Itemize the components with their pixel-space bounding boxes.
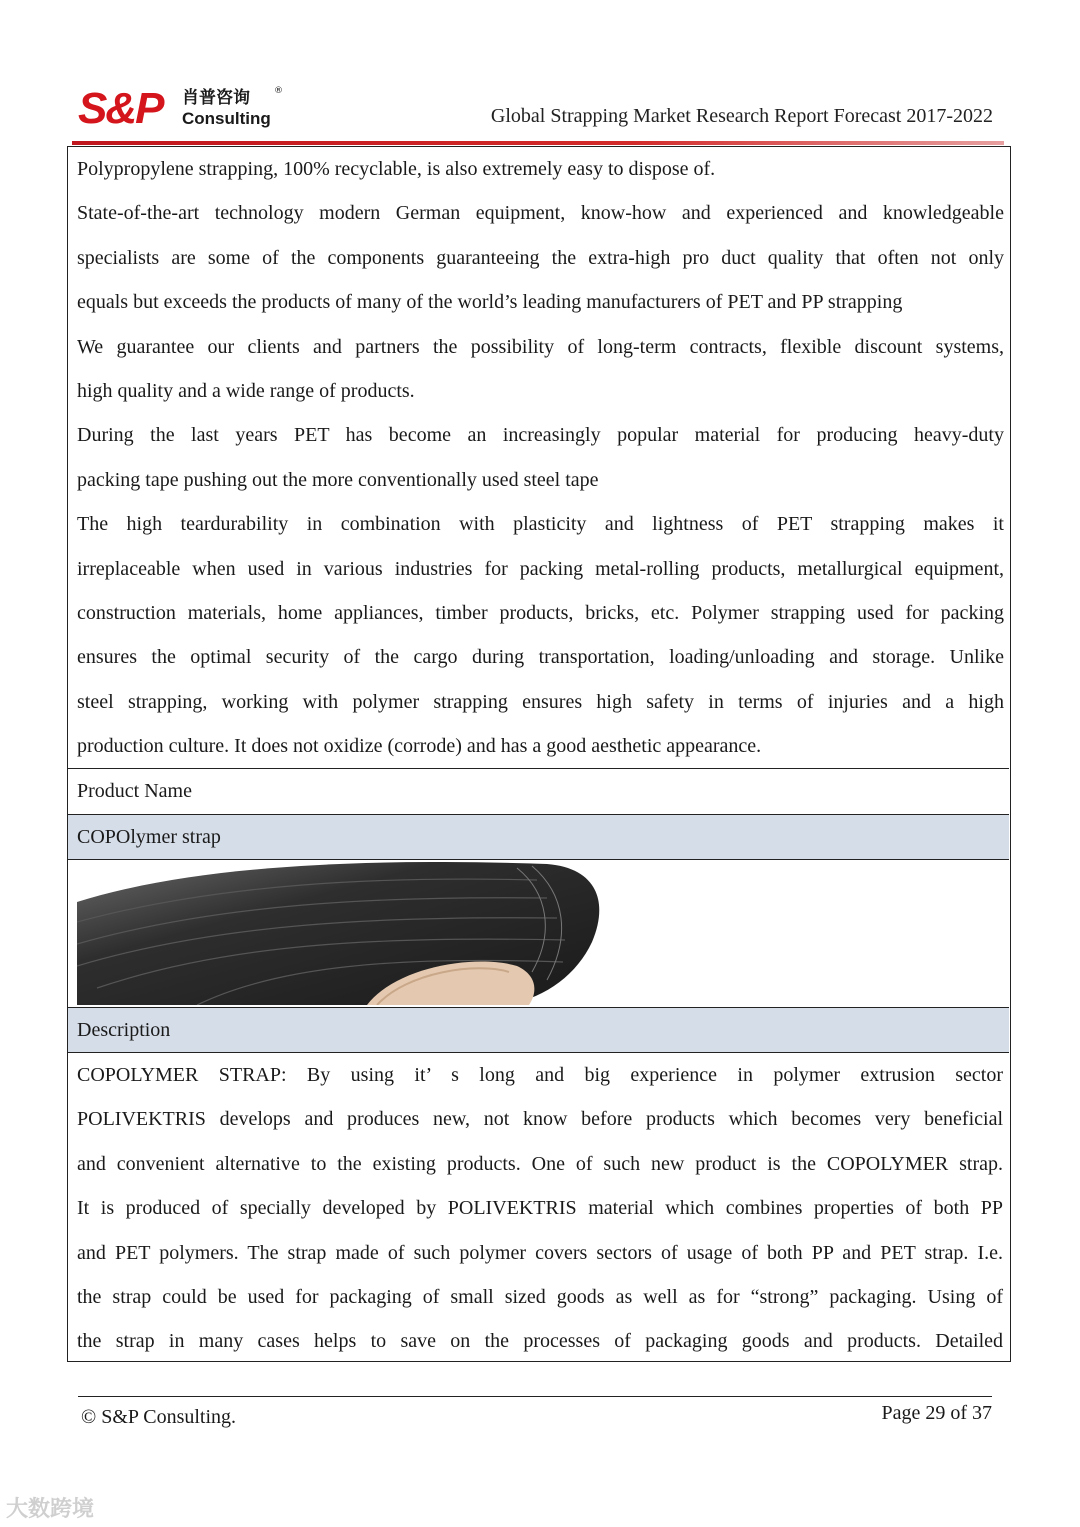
description-text-block: [77, 1053, 1003, 1364]
copyright: © S&P Consulting.: [81, 1406, 237, 1428]
description-label: Description: [77, 1019, 171, 1041]
intro-line: During the last years PET has become an increasingly popular material for producing heavy-duty: [77, 424, 1004, 447]
watermark: 大数跨境: [6, 1497, 95, 1522]
description-line: the strap could be used for packaging of small sized goods as well as for “strong” packaging. Using of: [77, 1286, 1003, 1309]
intro-line: irreplaceable when used in various industries for packing metal-rolling products, metallurgical equipment,: [77, 557, 1004, 580]
footer-divider: [78, 1396, 992, 1397]
logo-english-name: Consulting: [182, 109, 271, 128]
description-line: COPOLYMER STRAP: By using it’ s long and big experience in polymer extrusion sector: [77, 1064, 1003, 1086]
intro-line: ensures the optimal security of the cargo during transportation, loading/unloading and storage. Unlike: [77, 646, 1004, 669]
description-line: POLIVEKTRIS develops and produces new, not know before products which becomes very beneficial: [77, 1108, 1003, 1131]
intro-line: steel strapping, working with polymer strapping ensures high safety in terms of injuries and a high: [77, 690, 1004, 713]
description-line: the strap in many cases helps to save on the processes of packaging goods and products. Detailed: [77, 1330, 1003, 1353]
product-name-label: Product Name: [77, 780, 192, 802]
intro-line: construction materials, home appliances, timber products, bricks, etc. Polymer strapping used for packing: [77, 602, 1004, 625]
logo-mark: S&P: [78, 84, 163, 133]
logo-chinese-name: 肖普咨询: [182, 88, 250, 108]
product-name-value: COPOlymer strap: [77, 826, 221, 848]
logo-registered-mark: ®: [274, 86, 283, 96]
product-name-value-row: [68, 814, 1009, 859]
intro-line: high quality and a wide range of products.: [77, 380, 415, 403]
product-image-row: [68, 859, 1009, 1007]
intro-line: specialists are some of the components guaranteeing the extra-high pro duct quality that often not only: [77, 246, 1004, 269]
product-name-label-row: [68, 768, 1009, 814]
content-table: [67, 146, 1011, 1362]
description-label-row: [68, 1007, 1009, 1052]
intro-line: Polypropylene strapping, 100% recyclable, is also extremely easy to dispose of.: [77, 158, 716, 180]
intro-line: equals but exceeds the products of many of the world’s leading manufacturers of PET and PP strapping: [77, 291, 903, 314]
intro-line: packing tape pushing out the more conventionally used steel tape: [77, 468, 599, 491]
description-line: and convenient alternative to the existing products. One of such new product is the COPOLYMER strap.: [77, 1152, 1003, 1175]
header-divider: [72, 141, 1004, 145]
company-logo: [78, 86, 288, 132]
page-number: Page 29 of 37: [881, 1402, 992, 1424]
strap-coil-image: [77, 862, 602, 1005]
report-title: Global Strapping Market Research Report Forecast 2017-2022: [490, 105, 993, 127]
intro-line: The high teardurability in combination with plasticity and lightness of PET strapping makes it: [77, 513, 1004, 536]
description-row: [68, 1052, 1009, 1363]
intro-line: We guarantee our clients and partners the possibility of long-term contracts, flexible discount systems,: [77, 335, 1004, 358]
intro-text-block: [77, 147, 1004, 769]
intro-line: production culture. It does not oxidize (corrode) and has a good aesthetic appearance.: [77, 735, 762, 758]
description-line: and PET polymers. The strap made of such polymer covers sectors of usage of both PP and PET strap. I.e.: [77, 1241, 1003, 1264]
description-line: It is produced of specially developed by POLIVEKTRIS material which combines properties of both PP: [77, 1197, 1003, 1220]
intro-line: State-of-the-art technology modern German equipment, know-how and experienced and knowledgeable: [77, 202, 1004, 225]
